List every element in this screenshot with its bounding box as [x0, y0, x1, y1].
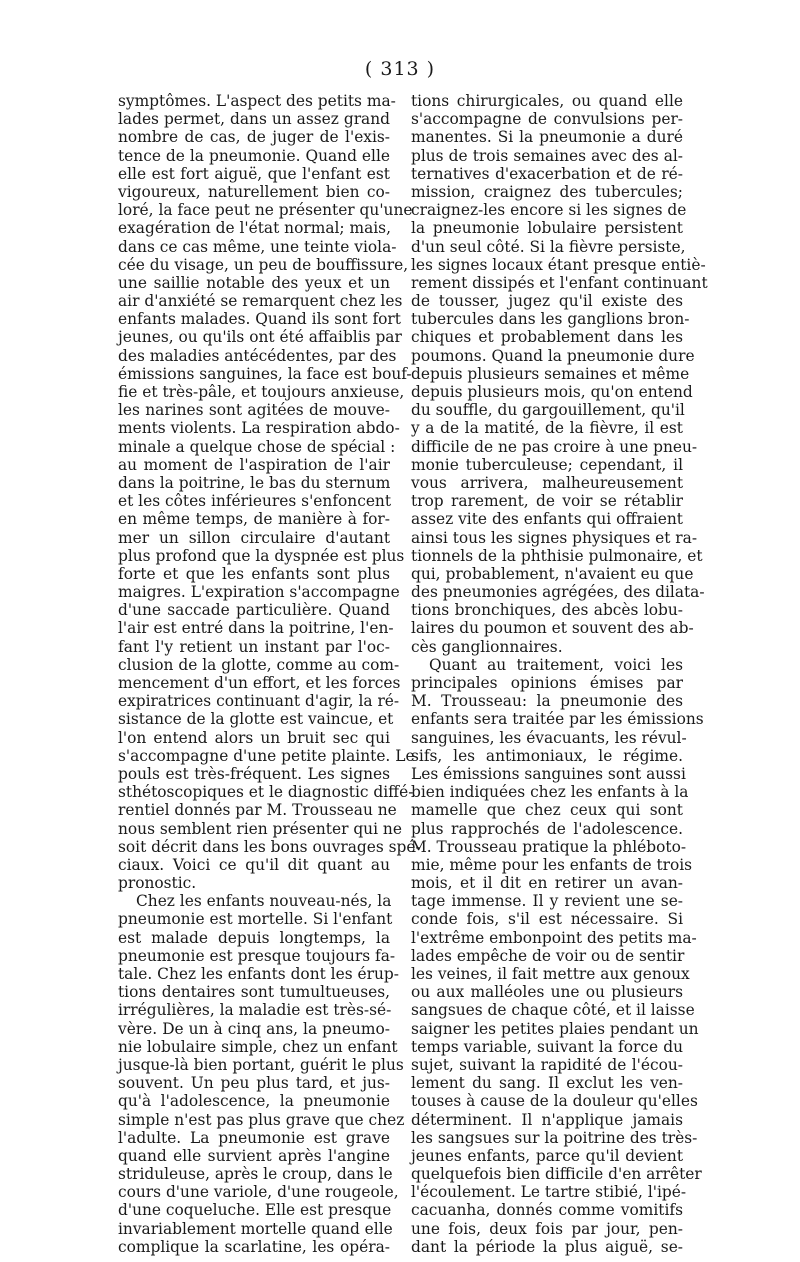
text-line: depuis plusieurs semaines et même	[411, 364, 690, 383]
text-line: des pneumonies agrégées, des dilata-	[411, 583, 705, 602]
text-line: les sangsues sur la poitrine des très-	[411, 1128, 698, 1147]
text-line: rentiel donnés par M. Trousseau ne	[118, 801, 397, 820]
text-line: laires du poumon et souvent des ab-	[411, 619, 694, 638]
text-line: déterminent. Il n'applique jamais	[411, 1110, 683, 1129]
text-line: minale a quelque chose de spécial :	[118, 437, 396, 456]
text-line: qui, probablement, n'avaient eu que	[411, 564, 694, 583]
text-line: tions chirurgicales, ou quand elle	[411, 92, 683, 110]
text-line: exagération de l'état normal; mais,	[118, 219, 391, 238]
text-line: complique la scarlatine, les opéra-	[118, 1237, 390, 1256]
text-line: difficile de ne pas croire à une pneu-	[411, 437, 698, 456]
text-line: trop rarement, de voir se rétablir	[411, 492, 683, 511]
text-line: tence de la pneumonie. Quand elle	[118, 146, 390, 165]
text-line: de tousser, jugez qu'il existe des	[411, 292, 683, 311]
text-line: plus profond que la dyspnée est plus	[118, 546, 405, 565]
text-line: chiques et probablement dans les	[411, 328, 683, 347]
text-line: manentes. Si la pneumonie a duré	[411, 128, 683, 147]
text-line: irrégulières, la maladie est très-sé-	[118, 1001, 392, 1020]
text-line: principales opinions émises par	[411, 674, 683, 692]
text-line: simple n'est pas plus grave que chez	[118, 1110, 405, 1129]
text-line: d'une saccade particulière. Quand	[118, 601, 390, 620]
text-line: mencement d'un effort, et les forces	[118, 674, 401, 692]
text-line: quand elle survient après l'angine	[118, 1146, 390, 1165]
text-line: striduleuse, après le croup, dans le	[118, 1165, 393, 1184]
text-line: enfants malades. Quand ils sont fort	[118, 310, 401, 329]
left-text-column	[118, 92, 421, 1256]
text-line: forte et que les enfants sont plus	[118, 564, 390, 583]
text-line: qu'à l'adolescence, la pneumonie	[118, 1092, 390, 1111]
text-line: expiratrices continuant d'agir, la ré-	[118, 692, 400, 711]
text-line: pneumonie est presque toujours fa-	[118, 946, 396, 965]
text-line: jusque-là bien portant, guérit le plus	[118, 1055, 404, 1074]
text-line: et les côtes inférieures s'enfoncent	[118, 492, 392, 511]
text-line: une saillie notable des yeux et un	[118, 273, 390, 292]
text-line: tionnels de la phthisie pulmonaire, et	[411, 546, 703, 565]
text-line: tions bronchiques, des abcès lobu-	[411, 601, 683, 620]
text-line: tubercules dans les ganglions bron-	[411, 310, 690, 329]
text-line: pronostic.	[118, 874, 197, 893]
text-line: jeunes enfants, parce qu'il devient	[411, 1146, 683, 1165]
text-line: nous semblent rien présenter qui ne	[118, 819, 402, 838]
text-line: Chez les enfants nouveau-nés, la	[136, 892, 392, 911]
text-line: l'extrême embonpoint des petits ma-	[411, 928, 697, 947]
text-line: s'accompagne d'une petite plainte. Le	[118, 746, 415, 765]
text-line: sangsues de chaque côté, et il laisse	[411, 1001, 695, 1020]
text-line: y a de la matité, de la fièvre, il est	[411, 419, 683, 438]
text-line: temps variable, suivant la force du	[411, 1037, 683, 1056]
text-line: rement dissipés et l'enfant continuant	[411, 273, 708, 292]
text-line: vous arrivera, malheureusement	[411, 473, 683, 492]
text-line: tage immense. Il y revient une se-	[411, 892, 683, 911]
text-line: s'accompagne de convulsions per-	[411, 110, 683, 129]
text-line: sthétoscopiques et le diagnostic diffé-	[118, 783, 414, 802]
text-line: sujet, suivant la rapidité de l'écou-	[411, 1055, 683, 1074]
text-line: mamelle que chez ceux qui sont	[411, 801, 683, 820]
text-line: sanguines, les évacuants, les révul-	[411, 728, 687, 747]
text-line: ternatives d'exacerbation et de ré-	[411, 164, 683, 183]
text-line: soit décrit dans les bons ouvrages spé-	[118, 837, 421, 856]
text-line: jeunes, ou qu'ils ont été affaiblis par	[118, 328, 402, 347]
text-line: les signes locaux étant presque entiè-	[411, 255, 706, 274]
text-line: lades permet, dans un assez grand	[118, 110, 390, 129]
text-line: dans ce cas même, une teinte viola-	[118, 237, 397, 256]
text-line: air d'anxiété se remarquent chez les	[118, 292, 403, 311]
text-line: dans la poitrine, le bas du sternum	[118, 473, 391, 492]
text-line: au moment de l'aspiration de l'air	[118, 455, 390, 474]
text-line: les veines, il fait mettre aux genoux	[411, 965, 690, 983]
text-line: souvent. Un peu plus tard, et jus-	[118, 1074, 390, 1093]
text-line: mer un sillon circulaire d'autant	[118, 528, 390, 547]
text-line: une fois, deux fois par jour, pen-	[411, 1219, 683, 1238]
text-line: cée du visage, un peu de bouffissure,	[118, 255, 409, 274]
text-line: M. Trousseau: la pneumonie des	[411, 692, 683, 711]
text-line: des maladies antécédentes, par des	[118, 346, 397, 365]
text-line: nie lobulaire simple, chez un enfant	[118, 1037, 398, 1056]
text-line: poumons. Quand la pneumonie dure	[411, 346, 695, 365]
text-line: plus rapprochés de l'adolescence.	[411, 819, 683, 838]
text-line: mois, et il dit en retirer un avan-	[411, 874, 683, 893]
text-line: assez vite des enfants qui offraient	[411, 510, 683, 529]
right-text-column	[411, 92, 708, 1256]
text-line: l'adulte. La pneumonie est grave	[118, 1128, 390, 1147]
text-line: lement du sang. Il exclut les ven-	[411, 1074, 683, 1093]
text-line: d'une coqueluche. Elle est presque	[118, 1201, 392, 1220]
text-line: cacuanha, donnés comme vomitifs	[411, 1201, 683, 1220]
text-line: mission, craignez des tubercules;	[411, 182, 683, 201]
text-line: vigoureux, naturellement bien co-	[118, 182, 390, 201]
text-line: touses à cause de la douleur qu'elles	[411, 1092, 698, 1111]
text-line: vère. De un à cinq ans, la pneumo-	[118, 1019, 390, 1038]
text-line: cès ganglionnaires.	[411, 637, 563, 656]
text-line: d'un seul côté. Si la fièvre persiste,	[411, 237, 686, 256]
text-line: loré, la face peut ne présenter qu'une	[118, 201, 413, 220]
text-line: mie, même pour les enfants de trois	[411, 855, 693, 874]
text-line: Les émissions sanguines sont aussi	[411, 764, 686, 783]
text-line: est malade depuis longtemps, la	[118, 928, 390, 947]
text-line: du souffle, du gargouillement, qu'il	[411, 401, 685, 420]
text-line: clusion de la glotte, comme au com-	[118, 655, 400, 674]
text-line: l'air est entré dans la poitrine, l'en-	[118, 619, 394, 638]
text-line: monie tuberculeuse; cependant, il	[411, 455, 683, 474]
text-line: l'on entend alors un bruit sec qui	[118, 728, 390, 747]
page-number: ( 313 )	[364, 58, 436, 80]
text-line: les narines sont agitées de mouve-	[118, 401, 390, 420]
text-line: pouls est très-fréquent. Les signes	[118, 764, 390, 783]
text-line: enfants sera traitée par les émissions	[411, 710, 704, 729]
text-line: maigres. L'expiration s'accompagne	[118, 583, 400, 602]
text-line: cours d'une variole, d'une rougeole,	[118, 1183, 399, 1202]
text-line: sistance de la glotte est vaincue, et	[118, 710, 394, 729]
text-line: tale. Chez les enfants dont les érup-	[118, 965, 399, 983]
text-line: Quant au traitement, voici les	[429, 655, 683, 674]
text-line: sifs, les antimoniaux, le régime.	[411, 746, 683, 765]
text-line: quelquefois bien difficile d'en arrêter	[411, 1165, 702, 1184]
text-line: pneumonie est mortelle. Si l'enfant	[118, 910, 393, 929]
text-line: bien indiquées chez les enfants à la	[411, 783, 689, 802]
text-line: la pneumonie lobulaire persistent	[411, 219, 683, 238]
text-line: émissions sanguines, la face est bouf-	[118, 364, 412, 383]
text-line: fant l'y retient un instant par l'oc-	[118, 637, 390, 656]
text-line: ainsi tous les signes physiques et ra-	[411, 528, 698, 547]
text-line: conde fois, s'il est nécessaire. Si	[411, 910, 683, 929]
text-line: elle est fort aiguë, que l'enfant est	[118, 164, 390, 183]
text-line: M. Trousseau pratique la phléboto-	[411, 837, 687, 856]
text-line: ciaux. Voici ce qu'il dit quant au	[118, 855, 390, 874]
text-line: fie et très-pâle, et toujours anxieuse,	[118, 383, 405, 401]
text-line: nombre de cas, de juger de l'exis-	[118, 128, 390, 147]
text-line: depuis plusieurs mois, qu'on entend	[411, 383, 693, 401]
text-line: invariablement mortelle quand elle	[118, 1219, 393, 1238]
text-line: plus de trois semaines avec des al-	[411, 146, 683, 165]
text-line: tions dentaires sont tumultueuses,	[118, 983, 390, 1002]
text-line: symptômes. L'aspect des petits ma-	[118, 92, 396, 110]
text-line: l'écoulement. Le tartre stibié, l'ipé-	[411, 1183, 687, 1202]
text-line: ments violents. La respiration abdo-	[118, 419, 400, 438]
text-line: en même temps, de manière à for-	[118, 510, 390, 529]
text-line: craignez-les encore si les signes de	[411, 201, 687, 220]
text-line: lades empêche de voir ou de sentir	[411, 946, 685, 965]
text-line: saigner les petites plaies pendant un	[411, 1019, 699, 1038]
text-line: dant la période la plus aiguë, se-	[411, 1237, 683, 1256]
text-line: ou aux malléoles une ou plusieurs	[411, 983, 683, 1002]
